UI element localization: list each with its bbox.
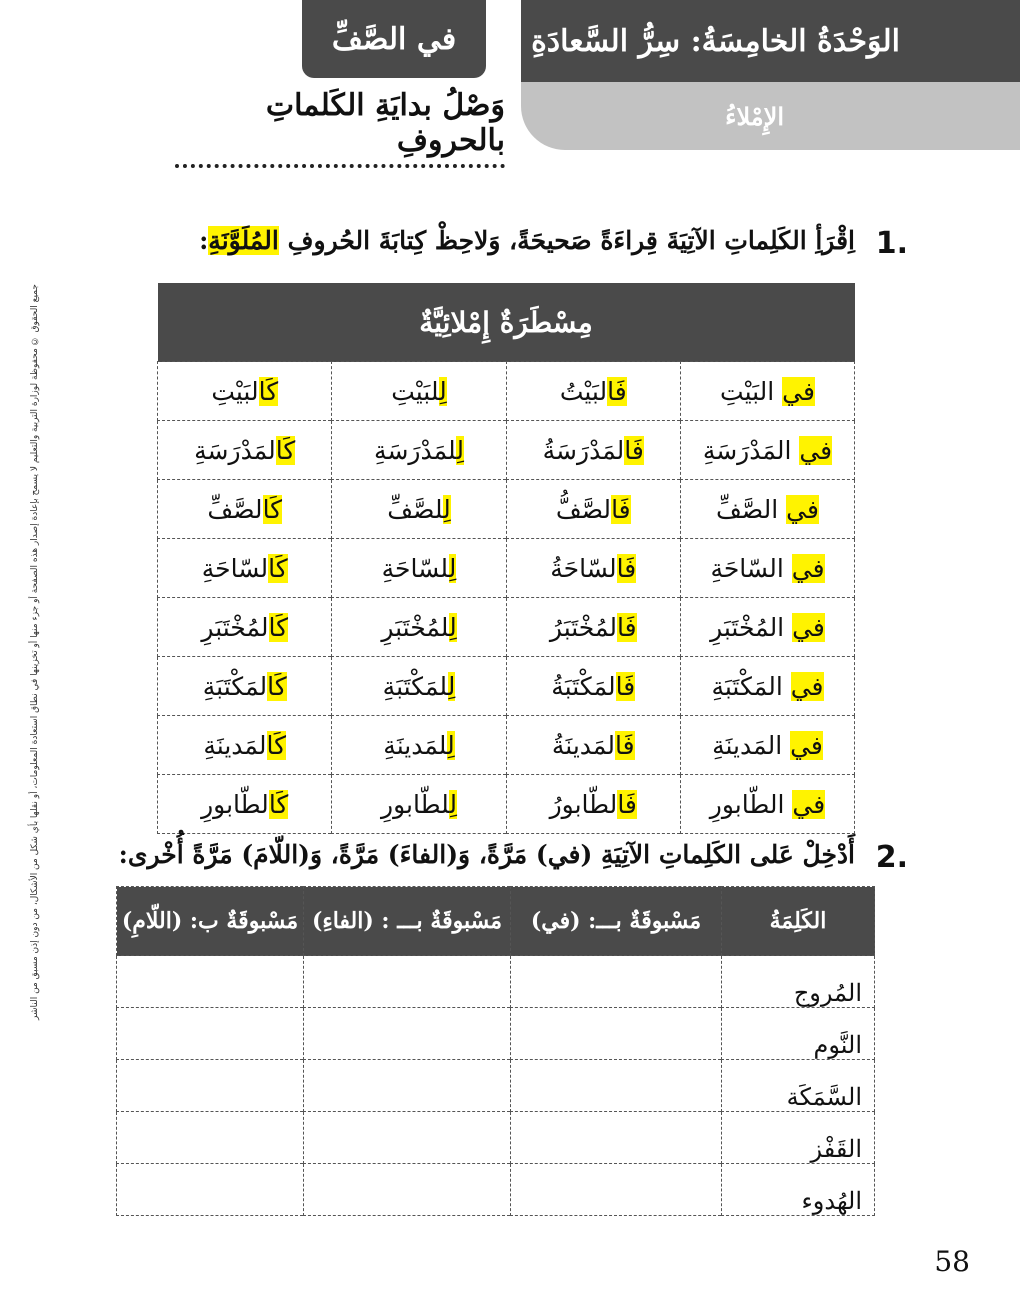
highlighted-prefix: فَا [617, 789, 637, 819]
highlighted-prefix: لِ [449, 612, 457, 642]
word-rest: لمَكْتَبَةِ [202, 671, 268, 701]
ruler-row [158, 775, 855, 834]
word-rest: لمُخْتَبَرُ [549, 612, 618, 642]
ruler-row [158, 716, 855, 775]
highlighted-prefix: لِ [443, 494, 451, 524]
ruler-cell [158, 657, 332, 716]
ruler-cell [332, 362, 506, 421]
answer-fi-cell[interactable] [511, 1060, 722, 1112]
word-rest: المَكْتَبَةِ [711, 671, 791, 701]
question-1-text [199, 226, 855, 255]
word-cell: المُروج [722, 956, 875, 1008]
highlighted-prefix: في [799, 435, 833, 465]
page-number: 58 [934, 1245, 970, 1278]
highlighted-prefix: فَا [615, 671, 636, 701]
highlighted-prefix: كَا [266, 730, 287, 760]
word-rest: لبَيْتِ [211, 376, 259, 406]
word-rest: لسّاحَةُ [550, 553, 617, 583]
header-with-lam: مَسْبوقَةٌ ب: (اللّامِ) [117, 887, 304, 956]
highlighted-prefix: في [786, 494, 819, 524]
ruler-cell [506, 716, 680, 775]
highlighted-prefix: كَا [268, 553, 288, 583]
ruler-cell [158, 716, 332, 775]
ruler-cell [332, 421, 506, 480]
highlighted-prefix: في [792, 612, 825, 642]
word-rest: لطّابورُ [549, 789, 618, 819]
ruler-cell [680, 716, 854, 775]
ruler-cell [158, 775, 332, 834]
section-label: الإِمْلاءُ [725, 101, 784, 131]
ruler-cell [506, 480, 680, 539]
word-cell: السَّمَكَة [722, 1060, 875, 1112]
answer-fa-cell[interactable] [304, 1164, 511, 1216]
header-with-fi: مَسْبوقَةٌ بـــ: (في) [511, 887, 722, 956]
ruler-cell [158, 362, 332, 421]
highlighted-prefix: كَا [267, 671, 287, 701]
words-table-body [117, 956, 875, 1216]
question-1-highlight: المُلَوَّنَةِ [208, 226, 279, 255]
highlighted-prefix: لِ [439, 376, 447, 406]
highlighted-prefix: كَا [262, 494, 283, 524]
ruler-cell [158, 539, 332, 598]
word-cell: القَفْز [722, 1112, 875, 1164]
word-rest: البَيْتِ [720, 376, 783, 406]
ruler-cell [506, 421, 680, 480]
ruler-cell [158, 421, 332, 480]
ruler-row [158, 539, 855, 598]
word-rest: المَدْرَسَةِ [702, 435, 800, 465]
answer-fa-cell[interactable] [304, 1008, 511, 1060]
question-2-number: 2. [875, 840, 908, 875]
ruler-cell [506, 775, 680, 834]
highlighted-prefix: في [790, 730, 823, 760]
ruler-cell [680, 421, 854, 480]
highlighted-prefix: في [782, 376, 815, 406]
highlighted-prefix: فَا [616, 553, 637, 583]
answer-fa-cell[interactable] [304, 956, 511, 1008]
ruler-cell [506, 539, 680, 598]
ruler-cell [332, 598, 506, 657]
highlighted-prefix: كَا [268, 789, 289, 819]
question-1-number: 1. [875, 226, 908, 261]
word-rest: لسّاحَةِ [381, 553, 449, 583]
word-rest: لصَّفُّ [555, 494, 612, 524]
words-table-header [117, 887, 875, 956]
highlighted-prefix: في [792, 789, 826, 819]
word-rest: لمَدينَةِ [203, 730, 267, 760]
highlighted-prefix: لِ [456, 435, 464, 465]
word-rest: المَدينَةِ [712, 730, 791, 760]
highlighted-prefix: كَا [258, 376, 279, 406]
ruler-cell [680, 362, 854, 421]
answer-fi-cell[interactable] [511, 1112, 722, 1164]
highlighted-prefix: لِ [447, 730, 455, 760]
spelling-ruler-table [157, 283, 855, 834]
header-with-fa: مَسْبوقَةٌ بـــ : (الفاءِ) [304, 887, 511, 956]
word-cell: النَّوم [722, 1008, 875, 1060]
answer-lam-cell[interactable] [117, 1112, 304, 1164]
answer-fa-cell[interactable] [304, 1060, 511, 1112]
ruler-cell [332, 716, 506, 775]
highlighted-prefix: في [791, 553, 825, 583]
word-rest: لمَدينَةُ [551, 730, 616, 760]
table-row [117, 1008, 875, 1060]
word-rest: السّاحَةِ [710, 553, 792, 583]
word-rest: الطّابورِ [709, 789, 793, 819]
highlighted-prefix: لِ [447, 671, 456, 701]
question-1-text-after: : [199, 226, 209, 255]
unit-title: الوَحْدَةُ الخامِسَةُ: سِرُّ السَّعادَةِ [531, 23, 900, 59]
ruler-row [158, 598, 855, 657]
question-2-text: أَدْخِلْ عَلى الكَلِماتِ الآتِيَةِ (في) مَرَّةً، وَ(الفاءَ) مَرَّةً، وَ(اللّامَ) مَرَّةً أُخْرى: [118, 840, 855, 869]
copyright-note: جميع الحقوق © محفوظة لوزارة التربية والتعليم لا يسمح بإعادة إصدار هذه الصفحة أو جزء منها أو تخزينها في نطاق استعادة المعلومات، أو نقلها بأي شكل من الأشكال، من دون إذن مسبق من الناشر [30, 284, 40, 1020]
unit-title-tab [521, 0, 1020, 82]
word-rest: لطّابورِ [381, 789, 450, 819]
ruler-cell [332, 539, 506, 598]
word-rest: لمُخْتَبَرِ [381, 612, 450, 642]
ruler-cell [158, 480, 332, 539]
ruler-row [158, 657, 855, 716]
header-word: الكَلِمَةُ [722, 887, 875, 956]
word-rest: لمُخْتَبَرِ [201, 612, 269, 642]
table-row [117, 956, 875, 1008]
section-tab [521, 82, 1020, 150]
highlighted-prefix: فَا [617, 612, 637, 642]
word-rest: لمَكْتَبَةُ [551, 671, 616, 701]
word-rest: لبَيْتِ [391, 376, 440, 406]
highlighted-prefix: كَا [275, 435, 296, 465]
highlighted-prefix: فَا [624, 435, 644, 465]
word-rest: لمَدْرَسَةُ [542, 435, 625, 465]
ruler-cell [158, 598, 332, 657]
ruler-cell [506, 362, 680, 421]
highlighted-prefix: كَا [268, 612, 289, 642]
answer-lam-cell[interactable] [117, 1008, 304, 1060]
word-cell: الهُدوء [722, 1164, 875, 1216]
word-rest: الصَّفِّ [716, 494, 787, 524]
table-row [117, 1060, 875, 1112]
ruler-cell [680, 539, 854, 598]
word-rest: لمَدْرَسَةِ [194, 435, 276, 465]
highlighted-prefix: لِ [448, 553, 457, 583]
word-rest: لمَكْتَبَةِ [382, 671, 448, 701]
words-exercise-table [116, 886, 875, 1216]
ruler-cell [680, 775, 854, 834]
ruler-row [158, 362, 855, 421]
word-rest: لسّاحَةِ [201, 553, 269, 583]
ruler-cell [332, 657, 506, 716]
word-rest: المُخْتَبَرِ [710, 612, 793, 642]
answer-fi-cell[interactable] [511, 1008, 722, 1060]
word-rest: لطّابورِ [201, 789, 269, 819]
answer-fi-cell[interactable] [511, 956, 722, 1008]
ruler-body [158, 362, 855, 834]
ruler-title: مِسْطَرَةٌ إِمْلائِيَّةٌ [158, 283, 855, 362]
highlighted-prefix: لِ [449, 789, 457, 819]
answer-lam-cell[interactable] [117, 956, 304, 1008]
class-tab [302, 0, 486, 78]
ruler-row [158, 421, 855, 480]
word-rest: لصَّفِّ [387, 494, 444, 524]
lesson-title: وَصْلُ بدايَةِ الكَلماتِ بالحروفِ [175, 88, 505, 168]
ruler-cell [680, 657, 854, 716]
class-tab-label: في الصَّفِّ [331, 21, 457, 57]
highlighted-prefix: فَا [611, 494, 631, 524]
highlighted-prefix: في [790, 671, 824, 701]
answer-fa-cell[interactable] [304, 1112, 511, 1164]
ruler-row [158, 480, 855, 539]
ruler-cell [680, 480, 854, 539]
ruler-cell [506, 657, 680, 716]
ruler-cell [332, 480, 506, 539]
highlighted-prefix: فَا [615, 730, 635, 760]
answer-lam-cell[interactable] [117, 1060, 304, 1112]
ruler-cell [332, 775, 506, 834]
word-rest: لبَيْتُ [559, 376, 608, 406]
ruler-cell [680, 598, 854, 657]
word-rest: لمَدينَةِ [383, 730, 448, 760]
highlighted-prefix: فَا [607, 376, 627, 406]
table-row [117, 1164, 875, 1216]
word-rest: لصَّفِّ [207, 494, 263, 524]
table-row [117, 1112, 875, 1164]
answer-fi-cell[interactable] [511, 1164, 722, 1216]
word-rest: لمَدْرَسَةِ [374, 435, 457, 465]
ruler-cell [506, 598, 680, 657]
answer-lam-cell[interactable] [117, 1164, 304, 1216]
question-1-text-before: اِقْرَأِ الكَلِماتِ الآتِيَةَ قِراءَةً صَحيحَةً، وَلاحِظْ كِتابَةَ الحُروفِ [278, 226, 855, 255]
